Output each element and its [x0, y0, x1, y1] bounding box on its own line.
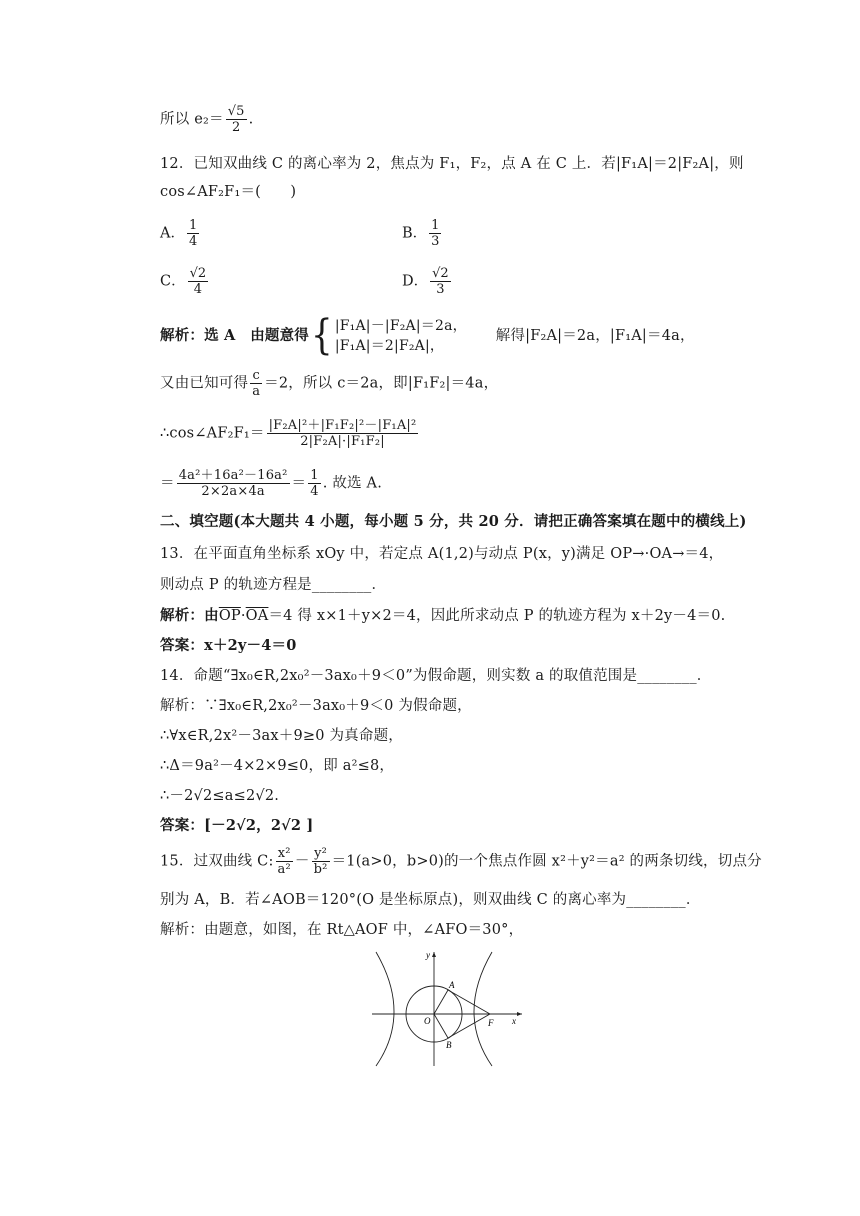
option-label: C．: [160, 273, 186, 290]
fraction: [430, 266, 451, 297]
fraction: [312, 846, 330, 877]
text: . 故选 A.: [322, 475, 383, 492]
fraction: [429, 218, 441, 249]
fraction: [267, 418, 419, 449]
x-axis-arrow: [517, 1012, 522, 1016]
text: .: [248, 111, 254, 128]
label-x: x: [512, 1016, 516, 1026]
section-heading: 二、填空题(本大题共 4 小题，每小题 5 分，共 20 分．请把正确答案填在题中的横线上): [160, 513, 747, 530]
denominator: 2: [231, 120, 241, 135]
question-13-line-2: 则动点 P 的轨迹方程是________．: [160, 577, 387, 593]
numerator: 1: [188, 218, 198, 233]
vector-oa: $\overline{OA}$: [245, 608, 269, 624]
text: 所以 e₂＝: [160, 111, 224, 128]
fraction: [187, 218, 199, 249]
fraction: [188, 266, 209, 297]
hyperbola-right-branch: [474, 952, 492, 1066]
numerator: x²: [276, 846, 293, 862]
label-a: A: [449, 980, 455, 990]
answer-13: 答案：x＋2y－4＝0: [160, 637, 297, 654]
numerator: |F₂A|²＋|F₁F₂|²－|F₁A|²: [268, 418, 417, 433]
option-label: D．: [402, 273, 429, 290]
text: 15．过双曲线 C:: [160, 853, 274, 870]
text: 解得|F₂A|＝2a，|F₁A|＝4a，: [495, 328, 695, 344]
solution-13: [160, 606, 750, 626]
solution-12-line-1: [160, 312, 750, 360]
fraction: [308, 468, 320, 499]
label-b: B: [446, 1040, 452, 1050]
solution-label: 解析：由: [160, 607, 219, 624]
text: ＝2，所以 c＝2a，即|F₁F₂|＝4a，: [264, 375, 499, 392]
numerator: 4a²＋16a²－16a²: [178, 468, 288, 483]
segment-oa: [434, 990, 448, 1014]
solution-14-line-4: ∴－2√2≤a≤2√2.: [160, 788, 280, 804]
question-12-line-2: cos∠AF₂F₁＝( ): [160, 184, 297, 200]
equation: |F₁A|－|F₂A|＝2a，: [334, 318, 467, 334]
solution-14-line-2: ∴∀x∈R,2x²－3ax＋9≥0 为真命题，: [160, 728, 403, 744]
text: ＝: [291, 475, 307, 492]
text: －: [294, 853, 310, 870]
question-15-line-1: [160, 846, 762, 877]
option-label: A．: [160, 225, 185, 242]
question-12-line-1: 12．已知双曲线 C 的离心率为 2，焦点为 F₁，F₂，点 A 在 C 上．若|F₁A|＝2|F₂A|，则: [160, 156, 744, 172]
vector-op: $\overline{OP}$: [218, 608, 241, 624]
numerator: √5: [227, 104, 245, 119]
y-axis-arrow: [432, 952, 436, 957]
numerator: 1: [431, 218, 440, 233]
denominator: 4: [188, 234, 198, 249]
question-13-line-1: 13．在平面直角坐标系 xOy 中，若定点 A(1,2)与动点 P(x，y)满足 OP→·OA→＝4，: [160, 546, 724, 562]
previous-conclusion: [160, 104, 750, 135]
denominator: 4: [193, 282, 203, 297]
fraction: [226, 104, 247, 135]
denominator: 2|F₂A|·|F₁F₂|: [300, 434, 385, 449]
solution-14-line-1: 解析：∵∃x₀∈R,2x₀²－3ax₀＋9＜0 为假命题，: [160, 698, 472, 714]
option-label: B．: [402, 225, 428, 242]
solution-12-line-2: [160, 368, 750, 399]
text: ·: [240, 608, 246, 624]
denominator: a: [252, 384, 261, 399]
option-d: [402, 266, 453, 297]
option-a: [160, 218, 201, 249]
solution-14-line-3: ∴Δ＝9a²－4×2×9≤0，即 a²≤8，: [160, 758, 395, 774]
question-15-line-2: 别为 A，B．若∠AOB＝120°(O 是坐标原点)，则双曲线 C 的离心率为________．: [160, 892, 701, 908]
denominator: a²: [277, 862, 291, 877]
solution-12-line-3: [160, 418, 750, 449]
tangent-bf: [448, 1014, 490, 1038]
text: ∴cos∠AF₂F₁＝: [160, 425, 265, 442]
denominator: 2×2a×4a: [201, 484, 265, 499]
fraction: [276, 846, 293, 877]
answer-14: 答案：[－2√2，2√2 ]: [160, 817, 314, 834]
solution-15-line-1: 解析：由题意，如图，在 Rt△AOF 中，∠AFO＝30°，: [160, 922, 524, 938]
fraction: [250, 368, 262, 399]
question-14: 14．命题“∃x₀∈R,2x₀²－3ax₀＋9＜0”为假命题，则实数 a 的取值范围是________．: [160, 668, 712, 684]
label-y: y: [426, 950, 430, 960]
equation-system: [335, 316, 467, 356]
option-c: [160, 266, 210, 297]
brace-symbol: {: [311, 312, 333, 360]
solution-12-line-4: [160, 468, 750, 499]
numerator: √2: [189, 266, 207, 281]
numerator: √2: [432, 266, 449, 281]
text: 又由已知可得: [160, 375, 249, 392]
hyperbola-left-branch: [376, 952, 394, 1066]
segment-ob: [434, 1014, 448, 1038]
numerator: 1: [310, 468, 319, 483]
hyperbola-tangent-diagram: [372, 948, 532, 1070]
solution-label: 解析：选 A 由题意得: [160, 327, 309, 344]
denominator: 3: [431, 234, 440, 249]
numerator: c: [250, 368, 262, 384]
fraction: [177, 468, 290, 499]
text: ＝1(a>0，b>0)的一个焦点作圆 x²＋y²＝a² 的两条切线，切点分: [331, 853, 762, 870]
option-b: [402, 218, 443, 249]
label-o: O: [424, 1016, 431, 1026]
text: ＝: [160, 475, 175, 492]
numerator: y²: [312, 846, 330, 862]
denominator: b²: [313, 862, 328, 877]
tangent-af: [448, 990, 490, 1014]
equation: |F₁A|＝2|F₂A|，: [334, 338, 445, 354]
text: ＝4 得 x×1＋y×2＝4，因此所求动点 P 的轨迹方程为 x＋2y－4＝0.: [268, 608, 726, 624]
label-f: F: [488, 1018, 494, 1028]
denominator: 4: [310, 484, 319, 499]
denominator: 3: [436, 282, 445, 297]
